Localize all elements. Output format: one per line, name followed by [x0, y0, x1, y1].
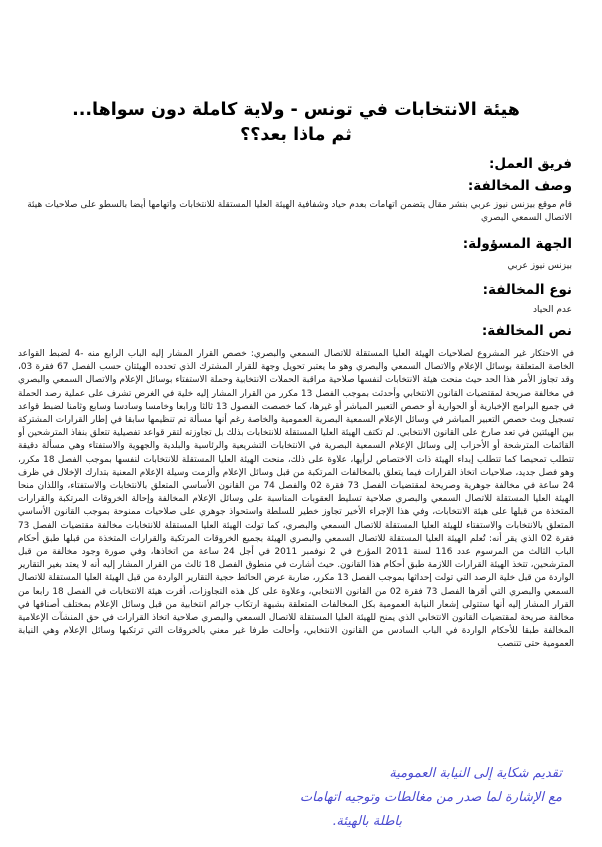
responsible-party-label: الجهة المسؤولة: — [462, 236, 572, 252]
violation-text-body: في الاحتكار غير المشروع لصلاحيات الهيئة العليا المستقلة للاتصال السمعي والبصري: خصص القرار المشار إليه الباب الرابع منه -4 لضبط القواعد الخاصة المتعلقة بوسائل الإعلام والاتصال السمعي والبصري وهو ما يعتبر تحويل وجهة للقرار المشترك الذي تحدده الهيئتان حسب الفصل 67 فقرة 03، وقد تجاوز الأمر هذا الحد حيث منحت هيئة الانتخابات لنفسها صلاحية مراقبة الحملات الانتخابية وحملة الاستفتاء بوسائل الإعلام والاتصال السمعي والبصري في مخالفة صريحة لمقتضيات القانون الانتخابي وأحدثت بموجب الفصل 13 مكرر من القرار المشار إليه خلية في الغرض تشرف على عملية رصد الحملة في جميع البرامج الإخبارية أو الحوارية أو حصص التعبير المباشر أو غيرها، كما خصصت الفصول 13 ثالثا ورابعا وخامسا وسادسا وسابع وثامنا لضبط قواعد تسجيل وبث حصص التعبير المباشر في وسائل الإعلام السمعية البصرية العمومية والخاصة رغم أنها مسألة تم تنظيمها سابقا في إطار القرارات المشتركة بين الهيئتين في تعد صارخ على القانون الانتخابي. لم تكتف الهيئة العليا المستقلة للانتخابات بذلك بل تجاوزته لتقر قواعد تفصيلية تتعلق بنفاذ المترشحين أو القائمات المترشحة أو الأحزاب إلى وسائل الإعلام السمعية البصرية في الانتخابات التشريعية والرئاسية والبلدية والجهوية والاستفتاء وهي مسألة دقيقة تتطلب تمحيصا كما تتطلب إبداء الهيئة ذات الاختصاص لرأيها، علاوة على ذلك، منحت الهيئة العليا المستقلة للانتخابات لنفسها بموجب الفصل 18 مكرر، وهو فصل جديد، صلاحيات اتخاذ القرارات فيما يتعلق بالمخالفات المرتكبة من قبل وسائل الإعلام وألزمت وسيلة الإعلام المعنية بتدارك الإخلال في ظرف 24 ساعة في مخالفة جوهرية وصريحة لمقتضيات الفصل 73 فقرة 02 والفصل 74 من القانون الأساسي المتعلق بالانتخابات والاستفتاء، واللذان منحا الهيئة العليا المستقلة للاتصال السمعي والبصري صلاحية تسليط العقوبات المناسبة على وسائل الإعلام المخالفة وإحالة الخروقات المرتكبة والقرارات المتخذة من قبلها على هيئة الانتخابات، وفي هذا الإجراء الأخير تجاوز خطير للسلطة واستحواذ جوهري على صلاحيات ممنوحة بموجب القانون الأساسي المتعلق بالانتخابات والاستفتاء للهيئة العليا المستقلة للاتصال السمعي والبصري، كما تولت الهيئة العليا المستقلة للانتخابات مخالفة مقتضيات الفصل 73 فقرة 02 الذي يقر أنه: تُعلم الهيئة العليا المستقلة للاتصال السمعي والبصري الهيئة بجميع الخروقات المرتكبة والقرارات المتخذة من قبلها طبق أحكام الباب الثالث من المرسوم عدد 116 لسنة 2011 المؤرخ في 2 نوفمبر 2011 في أجل 24 ساعة من اتخاذها، وفي صورة وجود مخالفة من قبل المترشحين، تتخذ الهيئة القرارات اللازمة طبق أحكام هذا القانون. حيث أشارت في منطوق الفصل 18 ثالث من القرار المشار إليه أنه لا يعتد بغير التقارير الواردة من قبل خلية الرصد التي تولت إحداثها بموجب الفصل 13 مكرر، ضاربة عرض الحائط حجية التقارير الواردة من قبل الهيئة العليا المستقلة للاتصال السمعي والبصري التي أقرها الفصل 73 فقرة 02 من القانون الانتخابي، وعلاوة على كل هذه التجاوزات، أقرت هيئة الانتخابات في الفصل 18 رابعا من القرار المشار إليه أنها ستتولى إشعار النيابة العمومية بكل المخالفات المتعلقة بشبهة ارتكاب جرائم انتخابية من قبل وسائل الإعلام بمختلف أصنافها في مخالفة صريحة لمقتضيات القانون الانتخابي الذي يمنح للهيئة العليا المستقلة للاتصال السمعي والبصري صلاحية اتخاذ القرارات في حق المنشآت الإعلامية المخالفة طبقا للأحكام الواردة في الباب السادس من القانون الانتخابي، وأحالت طرفا غير معني بالخروقات التي ترتكبها وسائل الإعلام وهي النيابة العمومية حتى تتنصب — [18, 349, 574, 650]
handwritten-line: باطلة بالهيئة. — [332, 814, 402, 829]
violation-type-label: نوع المخالفة: — [482, 282, 572, 298]
document-title: هيئة الانتخابات في تونس - ولاية كاملة دون سواها... ثم ماذا بعد؟؟ — [72, 100, 520, 145]
violation-description-text: قام موقع بيزنس نيوز عربي بنشر مقال يتضمن اتهامات بعدم حياد وشفافية الهيئة العليا المستقلة للانتخابات واتهامها أيضا بالسطو على صلاحيات هيئة الاتصال السمعي البصري — [27, 200, 572, 223]
violation-description-label: وصف المخالفة: — [467, 178, 572, 194]
handwritten-line: مع الإشارة لما صدر من مغالطات وتوجيه اتهامات — [299, 790, 562, 805]
violation-type-value: عدم الحياد — [532, 305, 572, 315]
handwritten-note — [30, 762, 562, 834]
violation-text-label: نص المخالفة: — [481, 323, 572, 339]
responsible-party-value: بيزنس نيوز عربي — [507, 261, 572, 271]
team-label: فريق العمل: — [489, 156, 572, 172]
handwritten-line: تقديم شكاية إلى النيابة العمومية — [389, 766, 562, 781]
